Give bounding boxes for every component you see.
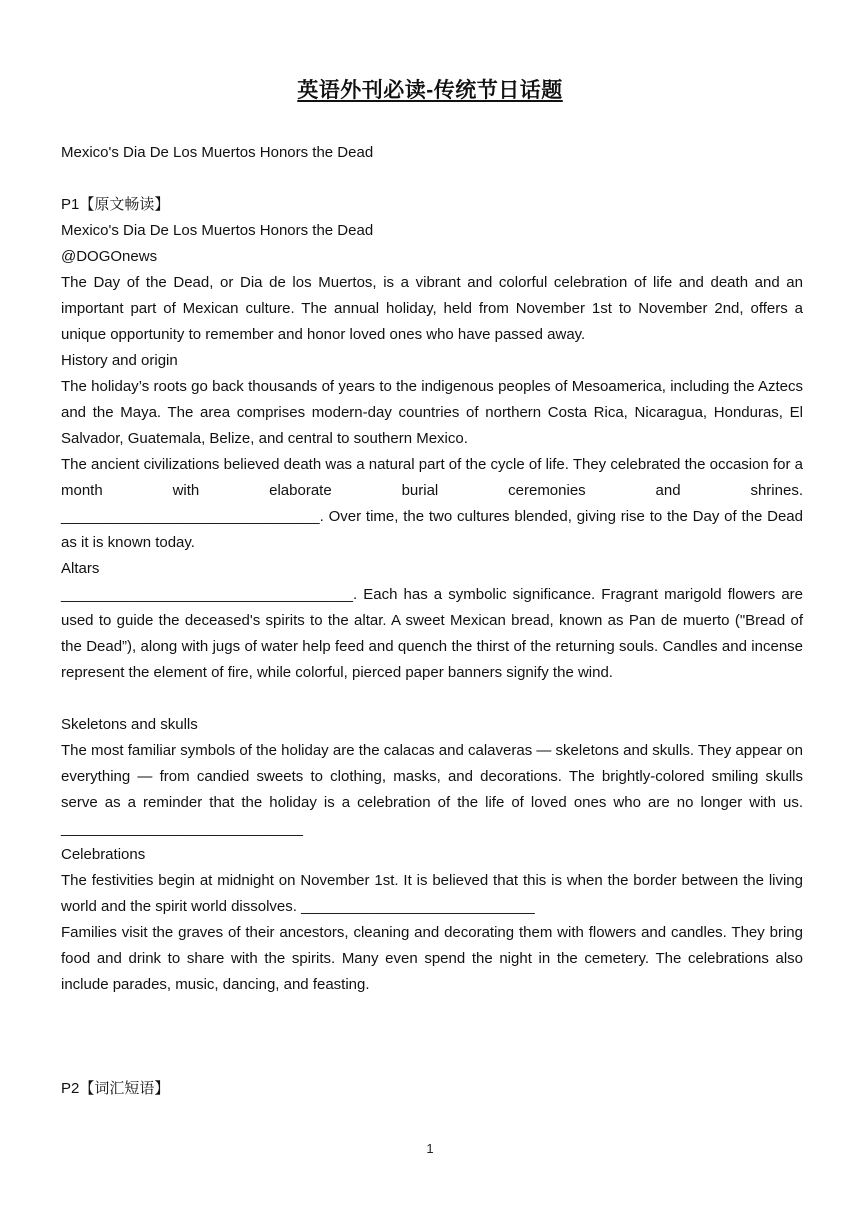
paragraph-celebrations-2: Families visit the graves of their ancestors, cleaning and decorating them with flowers and candles. They bring food and drink to share with the spirits. Many even spend the night in the cemetery. The celebrations also include parades, music, dancing, and feasting. [61,924,803,993]
paragraph-history-2a: The ancient civilizations believed death was a natural part of the cycle of life. They celebrated the occasion for a month with elaborate burial ceremonies and shrines. [61,456,803,499]
page-title: 英语外刊必读-传统节日话题 [297,79,563,102]
spacer [61,1050,803,1076]
paragraph-history-1: The holiday’s roots go back thousands of years to the indigenous peoples of Mesoamerica, including the Aztecs and the Maya. The area comprises modern-day countries of northern Costa Rica, Nicaragua, Honduras, El Salvador, Guatemala, Belize, and central to southern Mexico. [61,378,803,447]
heading-celebrations: Celebrations [61,846,146,863]
section-label-p2: P2【词汇短语】 [61,1080,170,1097]
paragraph-celebrations-1: The festivities begin at midnight on November 1st. It is believed that this is when the border between the living world and the spirit world dissolves. ____________________________ [61,872,803,915]
article-title: Mexico's Dia De Los Muertos Honors the Dead [61,222,374,239]
document-subtitle: Mexico's Dia De Los Muertos Honors the Dead [61,144,374,161]
paragraph-history-2b: _______________________________. Over time, the two cultures blended, giving rise to the Day of the Dead as it is known today. [61,508,803,551]
heading-history: History and origin [61,352,178,369]
spacer [61,998,803,1024]
spacer [61,166,803,192]
paragraph-altars: ___________________________________. Each has a symbolic significance. Fragrant marigold flowers are used to guide the deceased's spirits to the altar. A sweet Mexican bread, known as Pan de muerto ("Bread of the Dead”), along with jugs of water help feed and quench the thirst of the returning souls. Candles and incense represent the element of fire, while colorful, pierced paper banners signify the wind. [61,586,803,681]
spacer [61,1024,803,1050]
heading-altars: Altars [61,560,100,577]
article-source: @DOGOnews [61,248,158,265]
document-body [61,140,803,1102]
paragraph-intro: The Day of the Dead, or Dia de los Muertos, is a vibrant and colorful celebration of life and death and an important part of Mexican culture. The annual holiday, held from November 1st to November 2nd, offers a unique opportunity to remember and honor loved ones who have passed away. [61,274,803,343]
section-label-p1: P1【原文畅读】 [61,196,170,213]
page-number: 1 [426,1141,434,1156]
spacer [61,686,803,712]
paragraph-skeletons: The most familiar symbols of the holiday are the calacas and calaveras — skeletons and skulls. They appear on everything — from candied sweets to clothing, masks, and decorations. The brightly-colored smiling skulls serve as a reminder that the holiday is a celebration of the life of loved ones who are no longer with us. _____________________________ [61,742,803,837]
heading-skeletons: Skeletons and skulls [61,716,198,733]
